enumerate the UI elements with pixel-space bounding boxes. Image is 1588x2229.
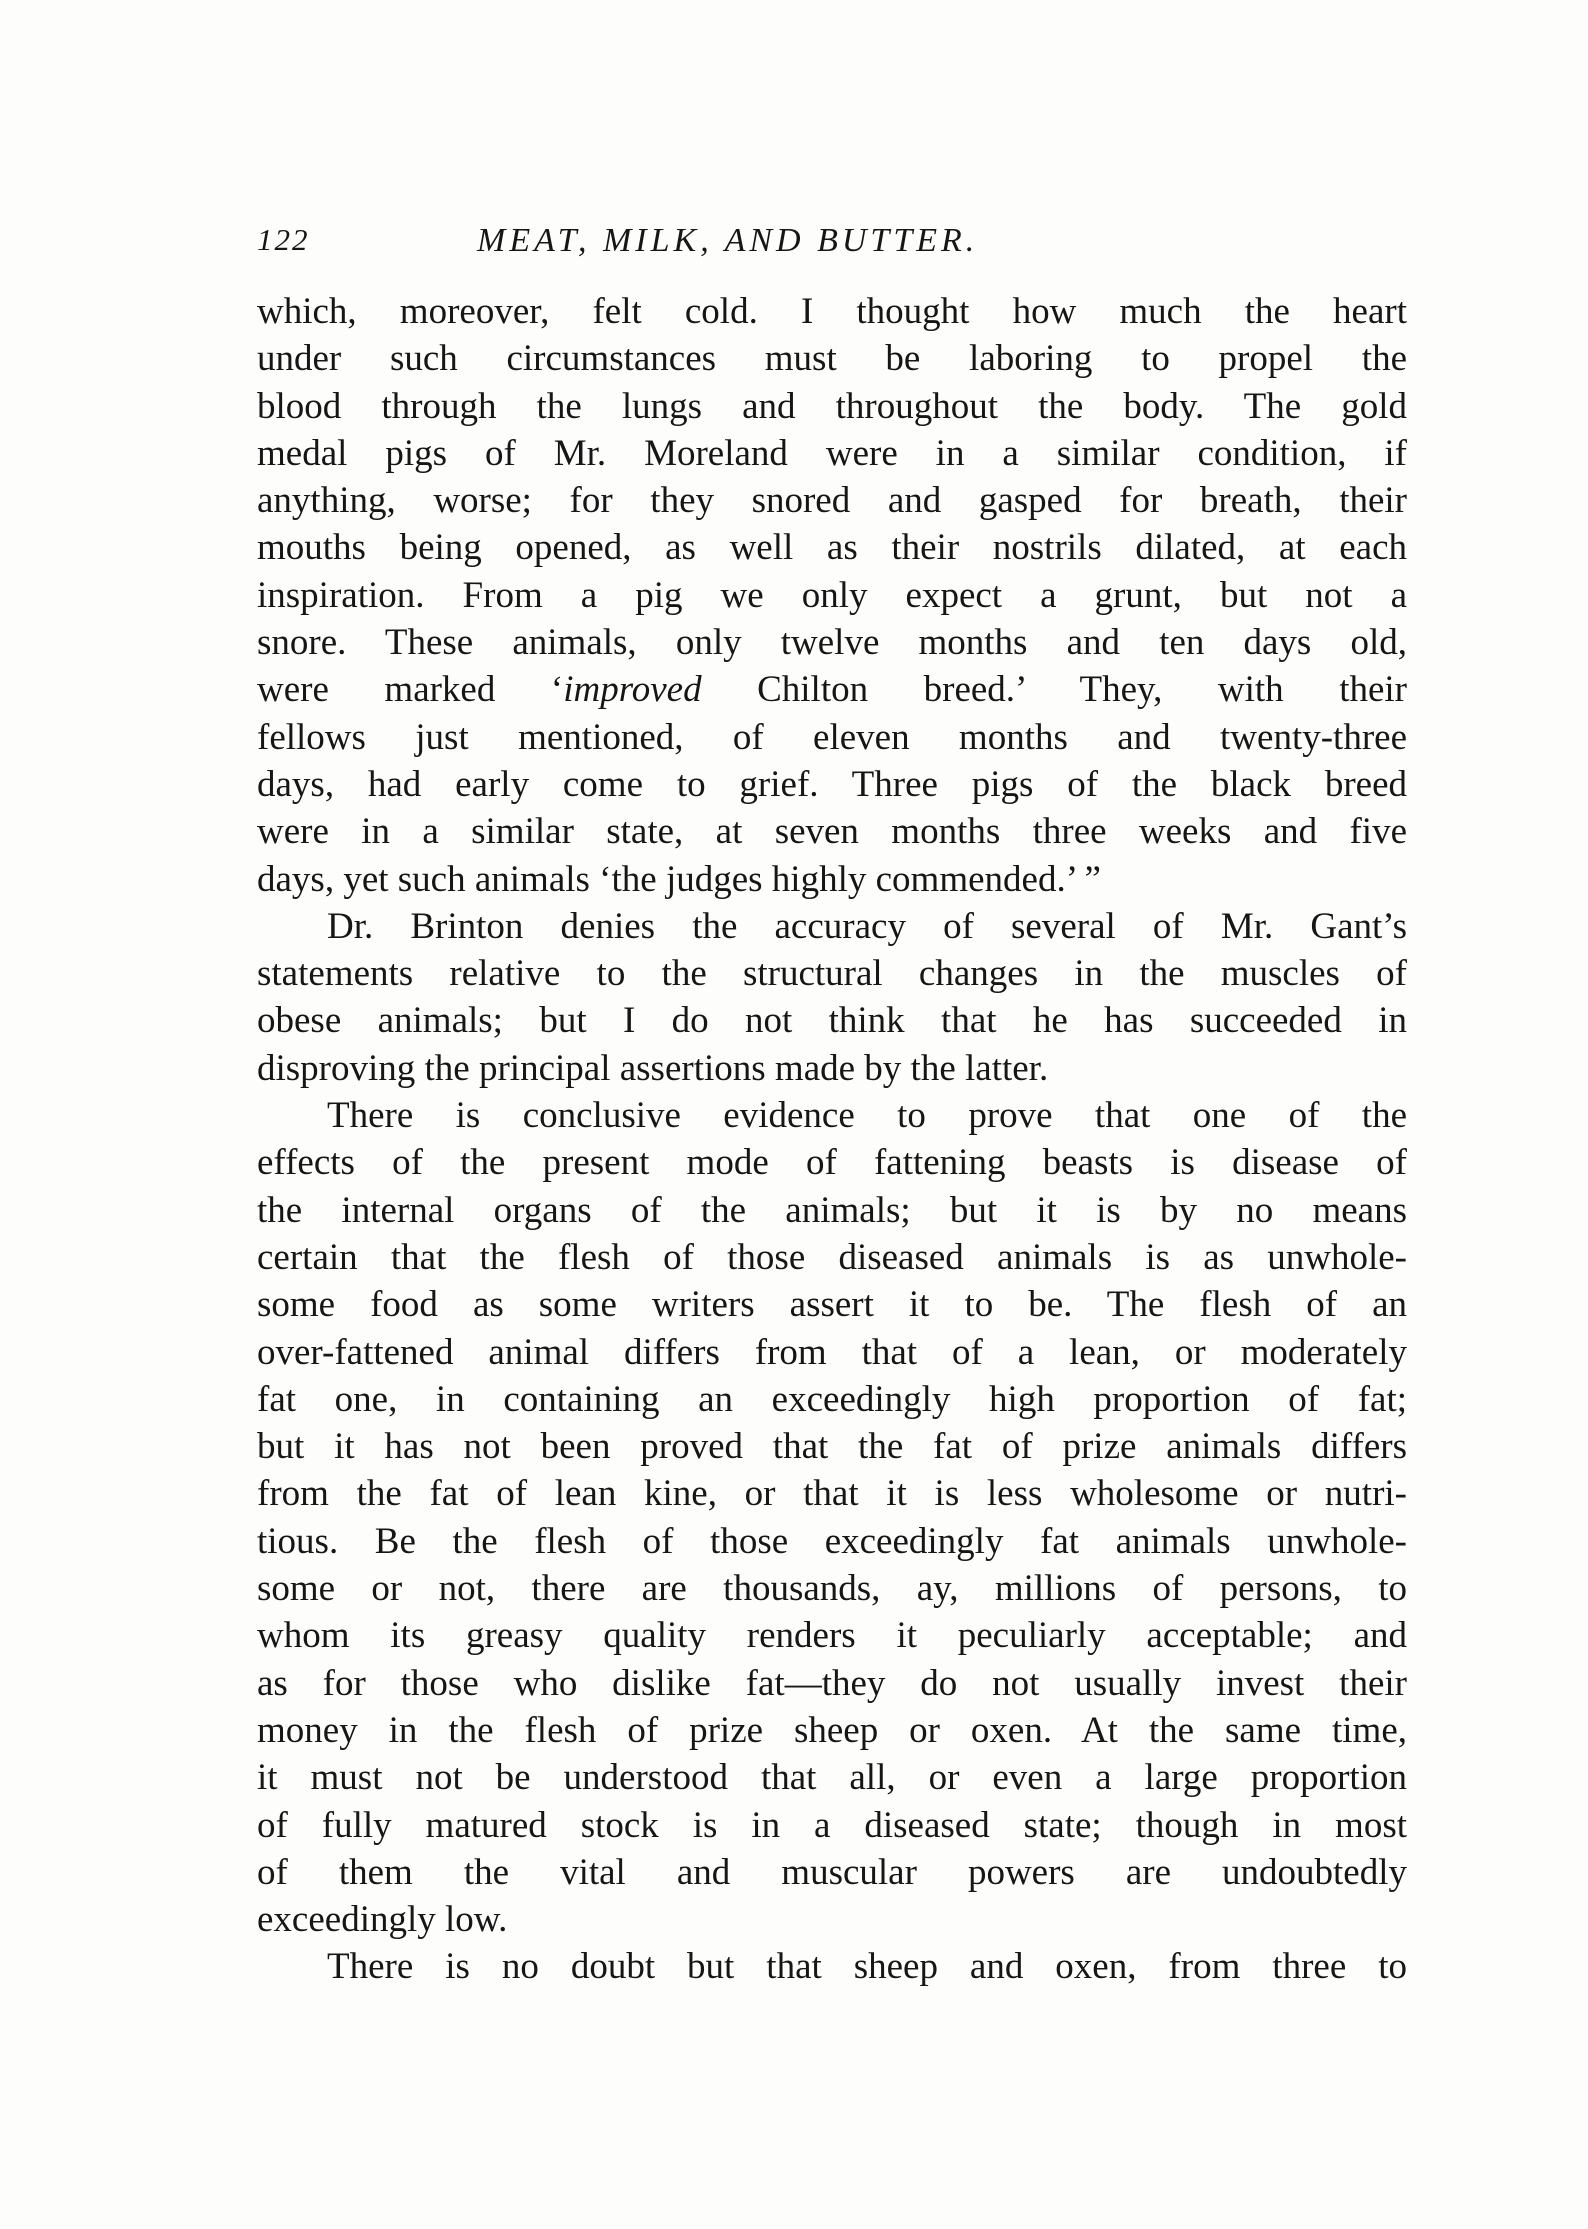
- running-head: MEAT, MILK, AND BUTTER.: [477, 222, 979, 259]
- text-line: mouths being opened, as well as their nostrils dilated, at each: [257, 527, 1407, 569]
- text-line: fat one, in containing an exceedingly high proportion of fat;: [257, 1378, 1407, 1420]
- text-line: medal pigs of Mr. Moreland were in a similar condition, if: [257, 432, 1407, 474]
- page-header: [257, 222, 1407, 278]
- text-line: of them the vital and muscular powers are undoubtedly: [257, 1851, 1407, 1893]
- text-line: tious. Be the flesh of those exceedingly fat animals unwhole-: [257, 1520, 1407, 1562]
- text-line: statements relative to the structural changes in the muscles of: [257, 953, 1407, 995]
- text-line: some or not, there are thousands, ay, millions of persons, to: [257, 1568, 1407, 1610]
- text-line: of fully matured stock is in a diseased state; though in most: [257, 1804, 1407, 1846]
- text-line: blood through the lungs and throughout the body. The gold: [257, 385, 1407, 427]
- page-number: 122: [257, 222, 310, 257]
- body-text: [257, 288, 1407, 1991]
- text-line: were in a similar state, at seven months three weeks and five: [257, 811, 1407, 853]
- text-line: under such circumstances must be laboring to propel the: [257, 338, 1407, 380]
- italic-word: improved: [563, 669, 702, 711]
- text-line: anything, worse; for they snored and gasped for breath, their: [257, 480, 1407, 522]
- text-line: as for those who dislike fat—they do not usually invest their: [257, 1662, 1407, 1704]
- text-line: days, yet such animals ‘the judges highly commended.’ ”: [257, 858, 1101, 900]
- text-line: which, moreover, felt cold. I thought how much the heart: [257, 291, 1407, 332]
- text-line: it must not be understood that all, or even a large proportion: [257, 1757, 1407, 1799]
- text-line: money in the flesh of prize sheep or oxen. At the same time,: [257, 1709, 1407, 1751]
- text-line: over-fattened animal differs from that of a lean, or moderately: [257, 1331, 1407, 1373]
- text-line: inspiration. From a pig we only expect a grunt, but not a: [257, 574, 1407, 616]
- text-line: effects of the present mode of fattening beasts is disease of: [257, 1142, 1407, 1184]
- text-line: days, had early come to grief. Three pigs of the black breed: [257, 763, 1407, 805]
- text-line: the internal organs of the animals; but it is by no means: [257, 1189, 1407, 1231]
- text-line: snore. These animals, only twelve months and ten days old,: [257, 622, 1407, 664]
- text-line: disproving the principal assertions made by the latter.: [257, 1047, 1049, 1089]
- text-line: fellows just mentioned, of eleven months and twenty-three: [257, 716, 1407, 758]
- text-line: There is no doubt but that sheep and oxen, from three to: [327, 1946, 1407, 1988]
- text-line: certain that the flesh of those diseased animals is as unwhole-: [257, 1236, 1407, 1278]
- text-line: whom its greasy quality renders it peculiarly acceptable; and: [257, 1615, 1407, 1657]
- text-line: some food as some writers assert it to be. The flesh of an: [257, 1284, 1407, 1326]
- text-line: Dr. Brinton denies the accuracy of several of Mr. Gant’s: [327, 905, 1407, 947]
- text-line: There is conclusive evidence to prove that one of the: [327, 1095, 1407, 1137]
- text-line: were marked ‘improved Chilton breed.’ They, with their: [257, 669, 1407, 711]
- text-line: from the fat of lean kine, or that it is less wholesome or nutri-: [257, 1473, 1407, 1515]
- text-line: obese animals; but I do not think that he has succeeded in: [257, 1000, 1407, 1042]
- text-line: but it has not been proved that the fat of prize animals differs: [257, 1426, 1407, 1468]
- text-line: exceedingly low.: [257, 1899, 508, 1941]
